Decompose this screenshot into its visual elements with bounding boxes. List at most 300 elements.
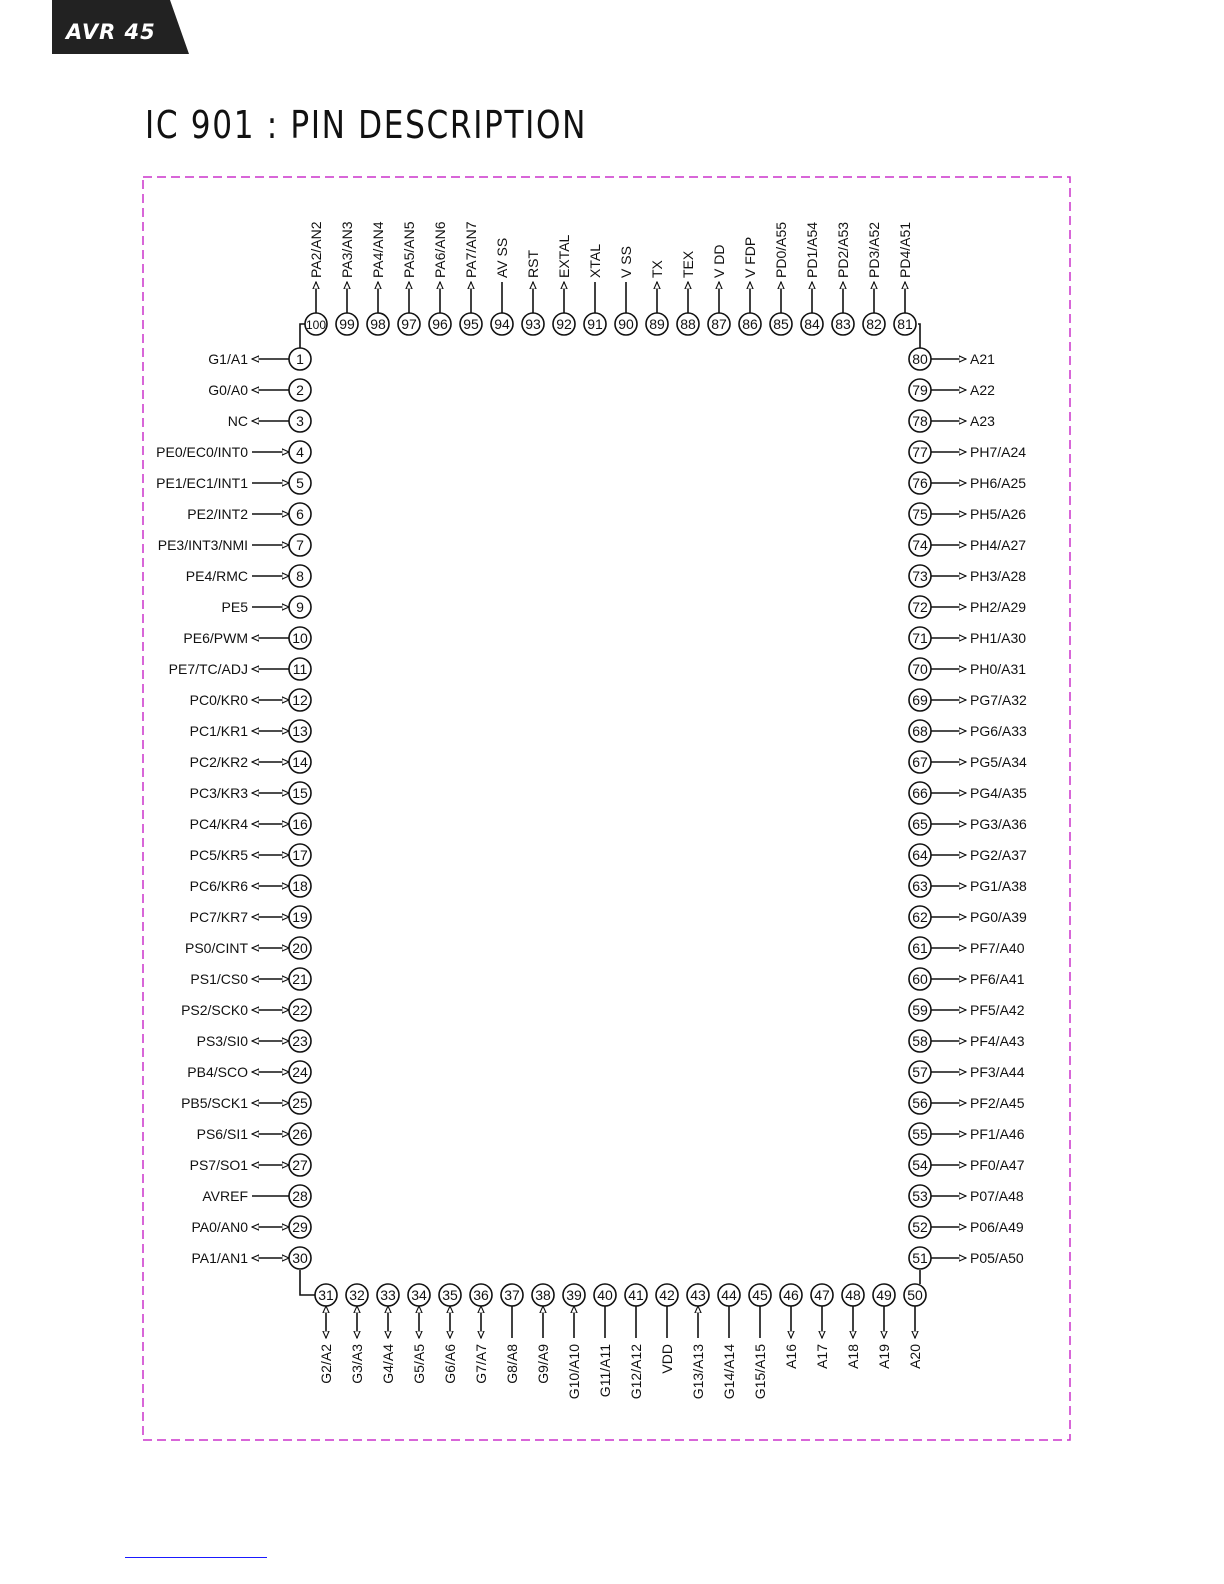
- pin-40-marker: [594, 1284, 616, 1306]
- pin-87-marker: [708, 313, 730, 335]
- pin-27-label: PS7/SO1: [189, 1157, 248, 1173]
- pin-54-marker: [909, 1154, 931, 1176]
- pin-83-marker: [832, 313, 854, 335]
- pin-6-marker: [289, 503, 311, 525]
- pin-12-number: 12: [292, 692, 308, 708]
- pin-32-number: 32: [349, 1287, 365, 1303]
- pin-96-marker: [429, 313, 451, 335]
- pin-42-label: VDD: [659, 1344, 675, 1374]
- pin-30-number: 30: [292, 1250, 308, 1266]
- pin-10-number: 10: [292, 630, 308, 646]
- pin-79-marker: [909, 379, 931, 401]
- pin-44-marker: [718, 1284, 740, 1306]
- pin-35-marker: [439, 1284, 461, 1306]
- pin-3-label: NC: [227, 413, 248, 429]
- pin-28-number: 28: [292, 1188, 308, 1204]
- pin-68-label: PG6/A33: [970, 723, 1027, 739]
- pin-48-marker: [842, 1284, 864, 1306]
- pin-80-marker: [909, 348, 931, 370]
- pin-50-number: 50: [907, 1287, 923, 1303]
- pin-73-marker: [909, 565, 931, 587]
- pin-49-marker: [873, 1284, 895, 1306]
- pin-72-number: 72: [912, 599, 928, 615]
- pin-63-marker: [909, 875, 931, 897]
- pin-45-marker: [749, 1284, 771, 1306]
- pin-32-marker: [346, 1284, 368, 1306]
- pin-11-marker: [289, 658, 311, 680]
- pin-36-marker: [470, 1284, 492, 1306]
- pin-31-number: 31: [318, 1287, 334, 1303]
- pin-35-label: G6/A6: [442, 1344, 458, 1384]
- pin-37-label: G8/A8: [504, 1344, 520, 1384]
- pin-40-label: G11/A11: [597, 1344, 613, 1398]
- corner-connector-1-100: [300, 324, 305, 348]
- pin-8-label: PE4/RMC: [185, 568, 248, 584]
- pin-33-number: 33: [380, 1287, 396, 1303]
- pin-97-label: PA5/AN5: [401, 221, 417, 278]
- pin-43-marker: [687, 1284, 709, 1306]
- pin-21-label: PS1/CS0: [190, 971, 248, 987]
- pin-62-marker: [909, 906, 931, 928]
- pin-76-label: PH6/A25: [970, 475, 1027, 491]
- pin-29-marker: [289, 1216, 311, 1238]
- pin-16-marker: [289, 813, 311, 835]
- pin-51-label: P05/A50: [970, 1250, 1024, 1266]
- pin-64-number: 64: [912, 847, 928, 863]
- pin-20-label: PS0/CINT: [184, 940, 248, 956]
- pin-42-number: 42: [659, 1287, 675, 1303]
- pin-90-label: V SS: [618, 246, 634, 278]
- pin-78-label: A23: [970, 413, 995, 429]
- pin-5-number: 5: [296, 475, 304, 491]
- pin-25-number: 25: [292, 1095, 308, 1111]
- pin-11-number: 11: [292, 661, 308, 677]
- pin-72-marker: [909, 596, 931, 618]
- pin-73-label: PH3/A28: [970, 568, 1027, 584]
- pin-26-label: PS6/SI1: [196, 1126, 248, 1142]
- pin-48-number: 48: [845, 1287, 861, 1303]
- pin-99-label: PA3/AN3: [339, 221, 355, 278]
- pin-23-label: PS3/SI0: [196, 1033, 248, 1049]
- pin-13-marker: [289, 720, 311, 742]
- pin-56-label: PF2/A45: [970, 1095, 1025, 1111]
- pin-9-number: 9: [296, 599, 304, 615]
- pin-46-label: A16: [783, 1344, 799, 1369]
- pin-15-number: 15: [292, 785, 308, 801]
- pin-92-label: EXTAL: [556, 234, 572, 278]
- pin-65-number: 65: [912, 816, 928, 832]
- model-badge-label: AVR 45: [66, 20, 156, 44]
- pin-93-marker: [522, 313, 544, 335]
- pin-59-label: PF5/A42: [970, 1002, 1025, 1018]
- pin-49-number: 49: [876, 1287, 892, 1303]
- pin-21-number: 21: [292, 971, 308, 987]
- pin-15-marker: [289, 782, 311, 804]
- pin-70-label: PH0/A31: [970, 661, 1027, 677]
- pin-36-label: G7/A7: [473, 1344, 489, 1384]
- pin-58-label: PF4/A43: [970, 1033, 1025, 1049]
- pin-53-marker: [909, 1185, 931, 1207]
- pin-20-number: 20: [292, 940, 308, 956]
- pin-56-number: 56: [912, 1095, 928, 1111]
- pin-67-marker: [909, 751, 931, 773]
- footer-divider: [125, 1557, 267, 1558]
- pin-55-label: PF1/A46: [970, 1126, 1025, 1142]
- pin-71-label: PH1/A30: [970, 630, 1027, 646]
- pin-71-marker: [909, 627, 931, 649]
- pin-83-number: 83: [835, 316, 851, 332]
- pin-10-label: PE6/PWM: [183, 630, 248, 646]
- pin-19-number: 19: [292, 909, 308, 925]
- pin-69-number: 69: [912, 692, 928, 708]
- pin-37-number: 37: [504, 1287, 520, 1303]
- pin-4-number: 4: [296, 444, 304, 460]
- corner-connector-80-81: [918, 324, 920, 348]
- diagram-frame: [143, 177, 1070, 1440]
- pin-25-label: PB5/SCK1: [181, 1095, 248, 1111]
- pin-24-number: 24: [292, 1064, 308, 1080]
- pin-60-label: PF6/A41: [970, 971, 1025, 987]
- pin-59-marker: [909, 999, 931, 1021]
- pin-14-marker: [289, 751, 311, 773]
- pin-55-marker: [909, 1123, 931, 1145]
- pin-38-number: 38: [535, 1287, 551, 1303]
- pin-81-label: PD4/A51: [897, 221, 913, 278]
- pin-5-marker: [289, 472, 311, 494]
- pin-55-number: 55: [912, 1126, 928, 1142]
- pin-88-marker: [677, 313, 699, 335]
- pin-79-label: A22: [970, 382, 995, 398]
- pin-41-marker: [625, 1284, 647, 1306]
- pin-1-marker: [289, 348, 311, 370]
- pin-42-marker: [656, 1284, 678, 1306]
- pin-77-marker: [909, 441, 931, 463]
- pin-50-marker: [904, 1284, 926, 1306]
- pins-layer: [156, 221, 1027, 1399]
- pin-78-number: 78: [912, 413, 928, 429]
- pin-54-number: 54: [912, 1157, 928, 1173]
- pin-53-number: 53: [912, 1188, 928, 1204]
- pin-90-marker: [615, 313, 637, 335]
- pin-64-marker: [909, 844, 931, 866]
- pin-89-label: TX: [649, 260, 665, 278]
- pin-69-marker: [909, 689, 931, 711]
- pin-75-number: 75: [912, 506, 928, 522]
- pin-23-number: 23: [292, 1033, 308, 1049]
- pin-39-marker: [563, 1284, 585, 1306]
- pin-49-label: A19: [876, 1344, 892, 1369]
- pin-66-label: PG4/A35: [970, 785, 1027, 801]
- pin-76-marker: [909, 472, 931, 494]
- pin-6-number: 6: [296, 506, 304, 522]
- pin-18-marker: [289, 875, 311, 897]
- pin-86-label: V FDP: [742, 236, 758, 278]
- pin-86-marker: [739, 313, 761, 335]
- pin-24-label: PB4/SCO: [187, 1064, 248, 1080]
- pin-29-label: PA0/AN0: [191, 1219, 248, 1235]
- pin-57-marker: [909, 1061, 931, 1083]
- pin-94-marker: [491, 313, 513, 335]
- pin-34-label: G5/A5: [411, 1344, 427, 1384]
- pin-99-number: 99: [339, 316, 355, 332]
- pin-5-label: PE1/EC1/INT1: [156, 475, 248, 491]
- pin-1-number: 1: [296, 351, 304, 367]
- pin-66-marker: [909, 782, 931, 804]
- pin-51-number: 51: [912, 1250, 928, 1266]
- pin-27-marker: [289, 1154, 311, 1176]
- pin-2-number: 2: [296, 382, 304, 398]
- pin-92-marker: [553, 313, 575, 335]
- pin-47-marker: [811, 1284, 833, 1306]
- pin-82-marker: [863, 313, 885, 335]
- pin-100-label: PA2/AN2: [308, 221, 324, 278]
- pin-46-number: 46: [783, 1287, 799, 1303]
- pin-74-label: PH4/A27: [970, 537, 1027, 553]
- pin-38-marker: [532, 1284, 554, 1306]
- pin-33-label: G4/A4: [380, 1344, 396, 1384]
- pin-58-marker: [909, 1030, 931, 1052]
- pin-4-label: PE0/EC0/INT0: [156, 444, 248, 460]
- pin-62-label: PG0/A39: [970, 909, 1027, 925]
- pin-80-number: 80: [912, 351, 928, 367]
- pin-37-marker: [501, 1284, 523, 1306]
- pin-54-label: PF0/A47: [970, 1157, 1025, 1173]
- pin-35-number: 35: [442, 1287, 458, 1303]
- pin-16-label: PC4/KR4: [189, 816, 248, 832]
- pin-69-label: PG7/A32: [970, 692, 1027, 708]
- pin-46-marker: [780, 1284, 802, 1306]
- pin-22-marker: [289, 999, 311, 1021]
- pin-81-marker: [894, 313, 916, 335]
- pin-41-number: 41: [628, 1287, 644, 1303]
- pin-26-number: 26: [292, 1126, 308, 1142]
- pin-7-number: 7: [296, 537, 304, 553]
- pin-8-number: 8: [296, 568, 304, 584]
- pin-88-label: TEX: [680, 250, 696, 278]
- pin-13-label: PC1/KR1: [189, 723, 248, 739]
- pin-89-number: 89: [649, 316, 665, 332]
- pin-43-number: 43: [690, 1287, 706, 1303]
- pin-25-marker: [289, 1092, 311, 1114]
- pin-93-label: RST: [525, 250, 541, 278]
- pin-17-marker: [289, 844, 311, 866]
- pin-44-label: G14/A14: [721, 1344, 737, 1400]
- pin-95-label: PA7/AN7: [463, 221, 479, 278]
- pin-43-label: G13/A13: [690, 1344, 706, 1400]
- pin-71-number: 71: [912, 630, 928, 646]
- pin-87-number: 87: [711, 316, 727, 332]
- pin-84-marker: [801, 313, 823, 335]
- pin-20-marker: [289, 937, 311, 959]
- pin-75-marker: [909, 503, 931, 525]
- pin-26-marker: [289, 1123, 311, 1145]
- pin-60-marker: [909, 968, 931, 990]
- pin-60-number: 60: [912, 971, 928, 987]
- pin-67-number: 67: [912, 754, 928, 770]
- pin-57-label: PF3/A44: [970, 1064, 1025, 1080]
- pin-84-label: PD1/A54: [804, 221, 820, 278]
- pin-88-number: 88: [680, 316, 696, 332]
- pin-91-label: XTAL: [587, 244, 603, 278]
- pin-83-label: PD2/A53: [835, 221, 851, 278]
- pin-90-number: 90: [618, 316, 634, 332]
- pin-92-number: 92: [556, 316, 572, 332]
- pin-94-label: AV SS: [494, 237, 510, 278]
- pin-33-marker: [377, 1284, 399, 1306]
- pin-51-marker: [909, 1247, 931, 1269]
- pin-76-number: 76: [912, 475, 928, 491]
- pin-94-number: 94: [494, 316, 510, 332]
- pin-21-marker: [289, 968, 311, 990]
- pin-27-number: 27: [292, 1157, 308, 1173]
- pin-52-label: P06/A49: [970, 1219, 1024, 1235]
- pin-97-number: 97: [401, 316, 417, 332]
- pin-98-label: PA4/AN4: [370, 221, 386, 278]
- pin-41-label: G12/A12: [628, 1344, 644, 1400]
- pin-12-marker: [289, 689, 311, 711]
- pin-75-label: PH5/A26: [970, 506, 1027, 522]
- pin-82-number: 82: [866, 316, 882, 332]
- pin-6-label: PE2/INT2: [187, 506, 248, 522]
- pin-28-marker: [289, 1185, 311, 1207]
- pin-9-label: PE5: [221, 599, 248, 615]
- pin-10-marker: [289, 627, 311, 649]
- pin-100-marker: [305, 313, 327, 335]
- pin-84-number: 84: [804, 316, 820, 332]
- pin-47-label: A17: [814, 1344, 830, 1369]
- pin-95-marker: [460, 313, 482, 335]
- pin-61-marker: [909, 937, 931, 959]
- pin-78-marker: [909, 410, 931, 432]
- pin-39-number: 39: [566, 1287, 582, 1303]
- pin-2-label: G0/A0: [208, 382, 248, 398]
- pin-23-marker: [289, 1030, 311, 1052]
- pin-97-marker: [398, 313, 420, 335]
- pin-95-number: 95: [463, 316, 479, 332]
- pin-64-label: PG2/A37: [970, 847, 1027, 863]
- pin-11-label: PE7/TC/ADJ: [168, 661, 248, 677]
- pin-45-label: G15/A15: [752, 1344, 768, 1400]
- pin-31-label: G2/A2: [318, 1344, 334, 1384]
- pin-93-number: 93: [525, 316, 541, 332]
- pin-34-marker: [408, 1284, 430, 1306]
- pin-15-label: PC3/KR3: [189, 785, 248, 801]
- pin-19-marker: [289, 906, 311, 928]
- pin-7-marker: [289, 534, 311, 556]
- pin-58-number: 58: [912, 1033, 928, 1049]
- pin-36-number: 36: [473, 1287, 489, 1303]
- pin-32-label: G3/A3: [349, 1344, 365, 1384]
- pin-86-number: 86: [742, 316, 758, 332]
- pin-8-marker: [289, 565, 311, 587]
- pin-39-label: G10/A10: [566, 1344, 582, 1400]
- pin-3-marker: [289, 410, 311, 432]
- pin-74-marker: [909, 534, 931, 556]
- pin-68-number: 68: [912, 723, 928, 739]
- pin-87-label: V DD: [711, 244, 727, 278]
- pin-96-number: 96: [432, 316, 448, 332]
- pin-89-marker: [646, 313, 668, 335]
- pin-63-label: PG1/A38: [970, 878, 1027, 894]
- pin-34-number: 34: [411, 1287, 427, 1303]
- pin-72-label: PH2/A29: [970, 599, 1027, 615]
- pin-67-label: PG5/A34: [970, 754, 1027, 770]
- pin-61-number: 61: [912, 940, 928, 956]
- pin-77-number: 77: [912, 444, 928, 460]
- pin-96-label: PA6/AN6: [432, 221, 448, 278]
- pin-3-number: 3: [296, 413, 304, 429]
- pin-18-label: PC6/KR6: [189, 878, 248, 894]
- pin-63-number: 63: [912, 878, 928, 894]
- pin-57-number: 57: [912, 1064, 928, 1080]
- pin-44-number: 44: [721, 1287, 737, 1303]
- pin-7-label: PE3/INT3/NMI: [157, 537, 248, 553]
- pin-30-label: PA1/AN1: [191, 1250, 248, 1266]
- pin-52-number: 52: [912, 1219, 928, 1235]
- pin-40-number: 40: [597, 1287, 613, 1303]
- pin-85-number: 85: [773, 316, 789, 332]
- pin-66-number: 66: [912, 785, 928, 801]
- pin-50-label: A20: [907, 1344, 923, 1369]
- pin-31-marker: [315, 1284, 337, 1306]
- pin-82-label: PD3/A52: [866, 221, 882, 278]
- pin-28-label: AVREF: [202, 1188, 248, 1204]
- pin-99-marker: [336, 313, 358, 335]
- pin-16-number: 16: [292, 816, 308, 832]
- pin-17-number: 17: [292, 847, 308, 863]
- pin-98-marker: [367, 313, 389, 335]
- pin-85-label: PD0/A55: [773, 221, 789, 278]
- pin-47-number: 47: [814, 1287, 830, 1303]
- pin-45-number: 45: [752, 1287, 768, 1303]
- pin-30-marker: [289, 1247, 311, 1269]
- pin-13-number: 13: [292, 723, 308, 739]
- pin-98-number: 98: [370, 316, 386, 332]
- pin-74-number: 74: [912, 537, 928, 553]
- pin-2-marker: [289, 379, 311, 401]
- pin-79-number: 79: [912, 382, 928, 398]
- pin-38-label: G9/A9: [535, 1344, 551, 1384]
- pin-77-label: PH7/A24: [970, 444, 1027, 460]
- pin-48-label: A18: [845, 1344, 861, 1369]
- pin-4-marker: [289, 441, 311, 463]
- pin-24-marker: [289, 1061, 311, 1083]
- pin-62-number: 62: [912, 909, 928, 925]
- pin-65-label: PG3/A36: [970, 816, 1027, 832]
- pin-70-number: 70: [912, 661, 928, 677]
- pin-29-number: 29: [292, 1219, 308, 1235]
- pin-14-number: 14: [292, 754, 308, 770]
- pin-12-label: PC0/KR0: [189, 692, 248, 708]
- pin-17-label: PC5/KR5: [189, 847, 248, 863]
- pin-56-marker: [909, 1092, 931, 1114]
- pin-1-label: G1/A1: [208, 351, 248, 367]
- pin-9-marker: [289, 596, 311, 618]
- pin-68-marker: [909, 720, 931, 742]
- pin-61-label: PF7/A40: [970, 940, 1025, 956]
- page-title: IC 901 : PIN DESCRIPTION: [145, 103, 588, 147]
- pin-73-number: 73: [912, 568, 928, 584]
- pin-100-number: 100: [305, 318, 327, 332]
- pin-22-label: PS2/SCK0: [181, 1002, 248, 1018]
- pin-80-label: A21: [970, 351, 995, 367]
- pin-18-number: 18: [292, 878, 308, 894]
- pin-52-marker: [909, 1216, 931, 1238]
- pin-19-label: PC7/KR7: [189, 909, 248, 925]
- pin-14-label: PC2/KR2: [189, 754, 248, 770]
- pin-91-marker: [584, 313, 606, 335]
- pin-59-number: 59: [912, 1002, 928, 1018]
